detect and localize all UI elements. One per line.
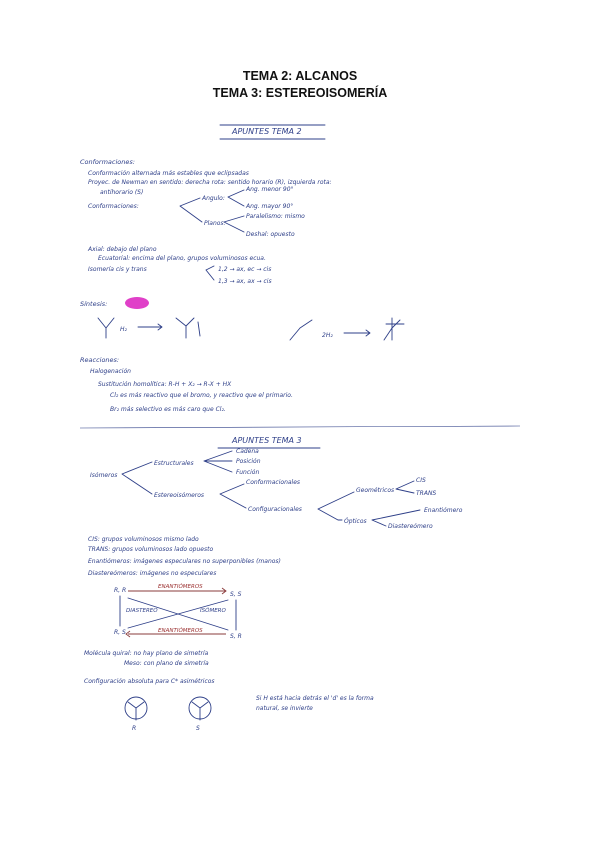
angulos-label: Angulo: (202, 195, 225, 202)
config-note1: Si H está hacia detrás el 'd' es la forma (256, 695, 374, 702)
opticos-node: Ópticos (344, 518, 367, 525)
isomeros-branch (122, 462, 152, 494)
planos-b: Deshal: opuesto (246, 231, 295, 238)
def-trans: TRANS: grupos voluminosos lado opuesto (88, 546, 214, 553)
angulos-b: Ang. mayor 90° (246, 203, 294, 210)
reacciones-line3: Br₂ más selectivo es más caro que Cl₂. (110, 406, 226, 413)
planos-branch (224, 216, 244, 232)
conformaciones-line2: Proyec. de Newman en sentido: derecha rota: sentido horario (R), izquierda rota: (88, 179, 332, 186)
diastereomeros-node: Diastereómero (388, 523, 433, 530)
cadena-node: Cadena (236, 448, 259, 455)
reacciones-line1: Sustitución homolítica: R-H + X₂ → R-X + HX (98, 381, 232, 388)
def-enantiomeros: Enantiómeros: imágenes especulares no superponibles (manos) (88, 558, 281, 565)
diagram-ss: S, S (230, 591, 242, 598)
posicion-node: Posición (236, 458, 261, 465)
planos-label: Planos: (204, 220, 226, 227)
isomeria-a: 1,2 → ax, ec → cis (218, 266, 272, 273)
conformaciones-branch-lines (180, 198, 202, 222)
configuracionales-node: Configuracionales (248, 506, 302, 513)
diagram-enant-top: ENANTIÓMEROS (158, 584, 203, 590)
angulos-a: Ang. menor 90° (246, 186, 294, 193)
meso-line1: Molécula quiral: no hay plano de simetría (84, 650, 209, 657)
sintesis-label: Síntesis: (80, 300, 108, 308)
isomeria-b: 1,3 → ax, ax → cis (218, 278, 272, 285)
diagram-sr: S, R (230, 633, 242, 640)
sintesis-arrow-2 (344, 330, 370, 336)
sintesis-reagent-2: 2H₂ (322, 332, 333, 339)
enantiomeros-node: Enantiómero (424, 507, 463, 514)
diagram-isomero: ISÓMERO (200, 608, 226, 614)
meso-line2: Meso: con plano de simetría (124, 660, 209, 667)
trans-node: TRANS (416, 490, 437, 497)
diagram-rr: R, R (114, 587, 127, 594)
diagram-diaster: DIASTEREO (126, 608, 158, 614)
conformacionales-node: Conformacionales (246, 479, 301, 486)
sintesis-reagent-1: H₂ (120, 326, 127, 333)
reacciones-line2: Cl₂ es más reactivo que el bromo, y reactivo que el primario. (110, 392, 293, 399)
arrow-cross (128, 598, 228, 630)
def-diastereomeros: Diastereómeros: imágenes no especulares (88, 570, 217, 577)
alkane-sketch (176, 318, 200, 338)
sintesis-arrow-1 (138, 324, 162, 330)
tema2-heading: APUNTES TEMA 2 (232, 127, 302, 136)
config-s: S (196, 725, 200, 732)
alkene-sketch (98, 318, 114, 338)
halogenacion-label: Halogenación (90, 368, 131, 375)
planos-a: Paralelismo: mismo (246, 213, 305, 220)
conformaciones-label: Conformaciones: (80, 158, 135, 166)
estructurales-node: Estructurales (154, 460, 194, 467)
section-divider (80, 426, 520, 428)
reacciones-label: Reacciones: (80, 356, 120, 364)
alkyne-sketch (290, 320, 312, 340)
configuracionales-branch (318, 492, 354, 520)
funcion-node: Función (236, 469, 260, 476)
estereoisomeros-node: Estereoisómeros (154, 492, 205, 499)
geometricos-branch (396, 481, 414, 493)
estereoisomeros-branch (220, 484, 246, 508)
conformaciones-line3: antihorario (S) (100, 189, 144, 196)
geometricos-node: Geométricos (356, 487, 395, 494)
diagram-enant-bottom: ENANTIÓMEROS (158, 628, 203, 634)
title-tema-2: TEMA 2: ALCANOS (242, 69, 358, 83)
diagram-rs: R, S (114, 629, 126, 636)
config-r: R (132, 725, 137, 732)
conformaciones-branch-label: Conformaciones: (88, 203, 139, 210)
title-tema-3: TEMA 3: ESTEREOISOMERÍA (212, 86, 388, 100)
angulos-branch (228, 190, 244, 206)
isomeria-branch (206, 266, 214, 280)
axial-line1: Axial: debajo del plano (88, 246, 157, 253)
isomeria-label: Isomería cis y trans (88, 266, 147, 273)
tema3-heading: APUNTES TEMA 3 (232, 436, 302, 445)
isomeros-node: Isómeros (90, 472, 118, 479)
estructurales-branch (204, 451, 232, 472)
sintesis-highlight (125, 297, 149, 309)
cis-node: CIS (416, 477, 426, 484)
config-note2: natural, se invierte (256, 705, 313, 712)
config-label: Configuración absoluta para C* asimétricos (84, 678, 215, 685)
product-sketch (384, 318, 404, 340)
conformaciones-line1: Conformación alternada más estables que eclipsadas (88, 170, 249, 177)
axial-line2: Ecuatorial: encima del plano, grupos voluminosos ecua. (98, 255, 266, 262)
def-cis: CIS: grupos voluminosos mismo lado (88, 536, 199, 543)
